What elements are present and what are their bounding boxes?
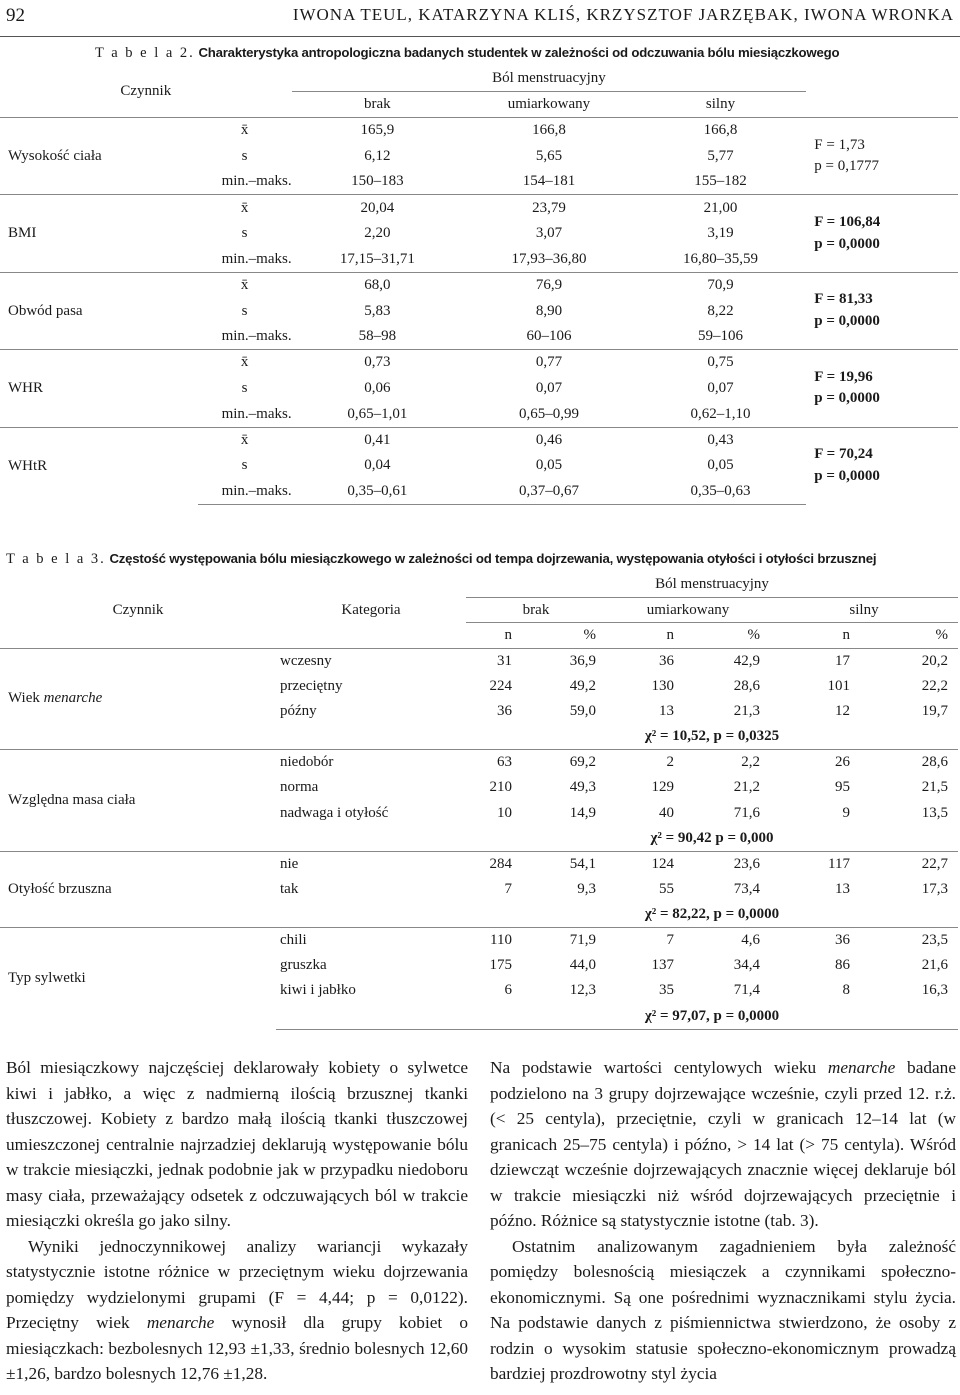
- table-row: [0, 427, 958, 453]
- value-cell: 7: [504, 880, 512, 897]
- text-span: Na podstawie wartości centylowych wieku: [490, 1058, 828, 1077]
- text-column-right: [490, 1055, 956, 1387]
- value-cell: 21,2: [733, 779, 760, 796]
- value-cell: 9: [842, 804, 850, 821]
- paragraph: Ostatnim analizowanym zagadnieniem była zależność pomiędzy bolesnością miesiączek a czynnikami społeczno-ekonomicznymi. Są one pośrednimi wyznacznikami stylu życia. Na podstawie danych z piśmiennictwa stwierdzono, że osoby z rodzin o wysokim statusie społeczno-ekonomicznym prowadzą bardziej prozdrowotny styl życia: [490, 1236, 956, 1383]
- empty-cell: [276, 623, 466, 648]
- row-group-label: Wysokość ciała: [0, 118, 198, 195]
- group-name-italic: menarche: [43, 690, 103, 707]
- value-cell: 0,06: [364, 379, 391, 396]
- table-header-row: [0, 66, 958, 92]
- table3-title: Częstość występowania bólu miesiączkowego w zależności od tempa dojrzewania, występowania otyłości i otyłości brzusznej: [109, 551, 877, 566]
- row-group-label: [0, 750, 276, 852]
- category-cell: kiwi i jabłko: [280, 982, 356, 999]
- value-cell: 40: [659, 804, 674, 821]
- category-cell: chili: [276, 927, 466, 952]
- f-statistic: F = 106,84: [814, 213, 881, 230]
- pain-header: Ból menstruacyjny: [466, 572, 958, 597]
- f-statistic: F = 19,96: [814, 368, 873, 385]
- value-cell: 19,7: [921, 703, 948, 720]
- value-cell: 20,2: [921, 652, 948, 669]
- row-group-label: [0, 851, 276, 927]
- table-row: [0, 851, 958, 876]
- value-cell: 36: [659, 652, 674, 669]
- row-group-label: Obwód pasa: [0, 272, 198, 349]
- table-row: [0, 750, 958, 775]
- subheader-cell: n: [770, 623, 854, 648]
- value-cell: 6,12: [364, 147, 391, 164]
- table-row: [0, 350, 958, 376]
- value-cell: 21,00: [635, 195, 807, 221]
- value-cell: 21,3: [733, 703, 760, 720]
- value-cell: 73,4: [733, 880, 760, 897]
- paragraph: [490, 1055, 956, 1234]
- table-row: [0, 272, 958, 298]
- value-cell: 55: [659, 880, 674, 897]
- empty-cell: [276, 572, 466, 597]
- value-cell: 5,77: [707, 147, 734, 164]
- value-cell: 166,8: [635, 118, 807, 144]
- value-cell: 23,6: [678, 851, 770, 876]
- subheader-cell: n: [606, 623, 678, 648]
- value-cell: 28,6: [854, 750, 958, 775]
- category-cell: tak: [280, 880, 299, 897]
- stat-label: s: [241, 457, 248, 474]
- subheader-cell: %: [516, 623, 606, 648]
- empty-cell: [276, 1004, 466, 1029]
- f-test-cell: [806, 350, 958, 427]
- table3-label: T a b e l a 3.: [6, 551, 106, 567]
- stat-label: x̄: [198, 350, 292, 376]
- value-cell: 0,05: [535, 457, 563, 474]
- empty-cell: [0, 623, 276, 648]
- value-cell: 36: [770, 927, 854, 952]
- stat-label: s: [241, 302, 248, 319]
- value-cell: 44,0: [569, 957, 596, 974]
- value-cell: 49,3: [569, 779, 596, 796]
- stat-label: s: [241, 225, 248, 242]
- value-cell: 13: [835, 880, 850, 897]
- value-cell: 95: [835, 779, 850, 796]
- value-cell: 0,35–0,61: [292, 479, 464, 505]
- table-header-row: [0, 572, 958, 597]
- column-header: brak: [466, 597, 606, 622]
- value-cell: 13: [659, 703, 674, 720]
- value-cell: 0,75: [635, 350, 807, 376]
- value-cell: 8: [842, 982, 850, 999]
- value-cell: 0,77: [463, 350, 635, 376]
- value-cell: 284: [466, 851, 516, 876]
- subheader-cell: n: [466, 623, 516, 648]
- value-cell: 166,8: [463, 118, 635, 144]
- value-cell: 150–183: [351, 173, 404, 190]
- value-cell: 28,6: [733, 677, 760, 694]
- value-cell: 17,15–31,71: [339, 250, 415, 267]
- value-cell: 86: [835, 957, 850, 974]
- value-cell: 3,19: [707, 225, 734, 242]
- value-cell: 59–106: [698, 328, 744, 345]
- value-cell: 155–182: [694, 173, 747, 190]
- value-cell: 71,9: [516, 927, 606, 952]
- column-header: umiarkowany: [463, 92, 635, 118]
- value-cell: 17: [835, 652, 850, 669]
- chi-square-result: χ² = 97,07, p = 0,0000: [466, 1004, 958, 1029]
- value-cell: 71,6: [733, 804, 760, 821]
- value-cell: 21,5: [921, 779, 948, 796]
- empty-cell: [806, 92, 958, 118]
- value-cell: 23,5: [854, 927, 958, 952]
- factor-header: Czynnik: [120, 83, 172, 100]
- category-cell: wczesny: [280, 652, 332, 669]
- p-value: p = 0,0000: [814, 313, 880, 330]
- group-name: Typ sylwetki: [8, 970, 86, 986]
- value-cell: 2,2: [678, 750, 770, 775]
- f-statistic: F = 1,73: [814, 136, 865, 153]
- text-span: menarche: [146, 1313, 215, 1332]
- category-cell: norma: [280, 779, 319, 796]
- value-cell: 130: [651, 677, 674, 694]
- value-cell: 76,9: [463, 272, 635, 298]
- value-cell: 4,6: [678, 927, 770, 952]
- text-span: badane podzielono na 3 grupy dojrzewające wcześnie, czyli przed 12. r.ż. (< 25 centyla), przeciętnie, czyli w granicach 12–14 lat (w granicach 25–75 centyla) i późno, > 14 lat (> 75 centyla). Wśród dziewcząt wcześnie dojrzewających znacznie więcej deklaruje ból w trakcie miesiączki niż wśród dojrzewających przeciętnie i późno. Różnice są statystycznie istotne (tab. 3).: [490, 1058, 956, 1230]
- empty-cell: [276, 826, 466, 851]
- group-name: Względna masa ciała: [8, 792, 136, 809]
- value-cell: 17,93–36,80: [511, 250, 587, 267]
- value-cell: 68,0: [292, 272, 464, 298]
- value-cell: 26: [770, 750, 854, 775]
- chi-square-result: χ² = 10,52, p = 0,0325: [466, 724, 958, 749]
- author-header: IWONA TEUL, KATARZYNA KLIŚ, KRZYSZTOF JARZĘBAK, IWONA WRONKA: [292, 5, 954, 24]
- stat-label: x̄: [198, 427, 292, 453]
- value-cell: 70,9: [635, 272, 807, 298]
- value-cell: 0,65–1,01: [347, 405, 408, 422]
- text-span: wynosił dla grupy kobiet o miesiączkach: bezbolesnych 12,93 ±1,33, średnio bolesnych 12,60 ±1,26, bardzo bolesnych 12,76 ±1,28.: [6, 1313, 468, 1383]
- value-cell: 110: [466, 927, 516, 952]
- value-cell: 154–181: [522, 173, 576, 190]
- value-cell: 3,07: [535, 225, 563, 242]
- value-cell: 0,46: [463, 427, 635, 453]
- value-cell: 117: [770, 851, 854, 876]
- value-cell: 0,41: [292, 427, 464, 453]
- value-cell: 8,22: [707, 302, 734, 319]
- value-cell: 0,05: [707, 457, 734, 474]
- category-cell: późny: [280, 703, 317, 720]
- value-cell: 5,83: [364, 302, 391, 319]
- value-cell: 71,4: [733, 982, 760, 999]
- row-group-label: WHtR: [0, 427, 198, 504]
- row-group-label: BMI: [0, 195, 198, 272]
- category-cell: nadwaga i otyłość: [280, 804, 389, 821]
- value-cell: 69,2: [516, 750, 606, 775]
- value-cell: 49,2: [569, 677, 596, 694]
- table3: [0, 572, 958, 1030]
- category-cell: przeciętny: [280, 677, 343, 694]
- table-header-row: [0, 597, 958, 622]
- row-group-label: [0, 927, 276, 1029]
- value-cell: 34,4: [733, 957, 760, 974]
- chi-square-result: χ² = 90,42 p = 0,000: [466, 826, 958, 851]
- value-cell: 22,7: [854, 851, 958, 876]
- paragraph: Ból miesiączkowy najczęściej deklarowały kobiety o sylwetce kiwi i jabłko, a więc z nadmierną ilością brzusznej tkanki tłuszczowej. Kobiety z bardzo małą ilością tkanki tłuszczowej umieszczonej centralnie najrzadziej deklarują występowanie bólu w trakcie miesiączki, jednak podobnie jak w przypadku niedoboru masy ciała, przeważający odsetek z odczuwających ból w trakcie miesiączki określa go jako silny.: [6, 1058, 468, 1230]
- category-cell: gruszka: [280, 957, 327, 974]
- table-header-row: [0, 623, 958, 648]
- p-value: p = 0,0000: [814, 235, 880, 252]
- value-cell: 10: [497, 804, 512, 821]
- value-cell: 0,37–0,67: [463, 479, 635, 505]
- value-cell: 63: [466, 750, 516, 775]
- f-test-cell: [806, 427, 958, 504]
- value-cell: 9,3: [577, 880, 596, 897]
- empty-cell: [806, 66, 958, 92]
- value-cell: 129: [651, 779, 674, 796]
- column-header: brak: [292, 92, 464, 118]
- value-cell: 0,65–0,99: [518, 405, 579, 422]
- stat-label: min.–maks.: [221, 328, 292, 345]
- value-cell: 2,20: [364, 225, 391, 242]
- empty-cell: [276, 902, 466, 927]
- running-header: [0, 0, 960, 37]
- stat-label: x̄: [198, 118, 292, 144]
- category-cell: niedobór: [276, 750, 466, 775]
- value-cell: 22,2: [921, 677, 948, 694]
- row-group-label: WHR: [0, 350, 198, 427]
- f-statistic: F = 81,33: [814, 291, 873, 308]
- value-cell: 8,90: [535, 302, 563, 319]
- value-cell: 35: [659, 982, 674, 999]
- subheader-cell: %: [678, 623, 770, 648]
- value-cell: 0,43: [635, 427, 807, 453]
- value-cell: 12,3: [569, 982, 596, 999]
- value-cell: 0,07: [535, 379, 563, 396]
- value-cell: 16,80–35,59: [683, 250, 759, 267]
- value-cell: 16,3: [921, 982, 948, 999]
- subheader-cell: %: [854, 623, 958, 648]
- page-number: 92: [6, 5, 25, 26]
- f-statistic: F = 70,24: [814, 446, 873, 463]
- empty-cell: [276, 724, 466, 749]
- value-cell: 7: [606, 927, 678, 952]
- stat-label: min.–maks.: [221, 405, 292, 422]
- value-cell: 14,9: [569, 804, 596, 821]
- value-cell: 31: [497, 652, 512, 669]
- p-value: p = 0,0000: [814, 468, 880, 485]
- value-cell: 5,65: [535, 147, 563, 164]
- column-header: silny: [635, 92, 807, 118]
- value-cell: 224: [489, 677, 512, 694]
- chi-square-result: χ² = 82,22, p = 0,0000: [466, 902, 958, 927]
- table-row: [0, 118, 958, 144]
- p-value: p = 0,1777: [814, 158, 880, 175]
- p-value: p = 0,0000: [814, 390, 880, 407]
- stat-label: x̄: [198, 272, 292, 298]
- value-cell: 42,9: [733, 652, 760, 669]
- value-cell: 165,9: [292, 118, 464, 144]
- paragraph: [6, 1234, 468, 1387]
- value-cell: 13,5: [921, 804, 948, 821]
- text-span: Wyniki jednoczynnikowej analizy wariancji wykazały statystycznie istotne różnice w przeciętnym wieku dojrzewania pomiędzy wydzielonymi grupami (F = 4,44; p = 0,0122). Przeciętny wiek: [6, 1236, 468, 1332]
- value-cell: 59,0: [569, 703, 596, 720]
- value-cell: 36: [497, 703, 512, 720]
- value-cell: 21,6: [921, 957, 948, 974]
- value-cell: 0,35–0,63: [635, 479, 807, 505]
- value-cell: 175: [489, 957, 512, 974]
- value-cell: 0,04: [364, 457, 391, 474]
- stat-label: s: [241, 379, 248, 396]
- table2: [0, 66, 958, 505]
- category-cell: nie: [276, 851, 466, 876]
- value-cell: 36,9: [569, 652, 596, 669]
- value-cell: 0,07: [707, 379, 734, 396]
- row-group-label: [0, 648, 276, 750]
- value-cell: 2: [606, 750, 678, 775]
- text-span: menarche: [827, 1058, 896, 1077]
- table2-title: Charakterystyka antropologiczna badanych studentek w zależności od odczuwania bólu miesiączkowego: [198, 45, 840, 60]
- table-row: [0, 195, 958, 221]
- value-cell: 137: [651, 957, 674, 974]
- value-cell: 58–98: [358, 328, 397, 345]
- factor-header: Czynnik: [112, 601, 164, 618]
- empty-cell: [0, 572, 276, 597]
- value-cell: 60–106: [526, 328, 572, 345]
- value-cell: 54,1: [516, 851, 606, 876]
- value-cell: 101: [827, 677, 850, 694]
- value-cell: 12: [835, 703, 850, 720]
- value-cell: 124: [606, 851, 678, 876]
- column-header: silny: [770, 597, 958, 622]
- table2-caption: [95, 45, 839, 62]
- pain-header: Ból menstruacyjny: [292, 66, 807, 92]
- table3-caption: [6, 551, 876, 568]
- stat-label: min.–maks.: [198, 479, 292, 505]
- table-row: [0, 927, 958, 952]
- group-name: Otyłość brzuszna: [8, 880, 112, 897]
- group-name: Wiek: [8, 690, 44, 707]
- value-cell: 20,04: [292, 195, 464, 221]
- value-cell: 0,62–1,10: [690, 405, 751, 422]
- stat-label: min.–maks.: [221, 250, 292, 267]
- category-header: Kategoria: [341, 601, 401, 618]
- f-test-cell: [806, 195, 958, 272]
- stat-label: s: [241, 147, 248, 164]
- value-cell: 6: [504, 982, 512, 999]
- value-cell: 23,79: [463, 195, 635, 221]
- table2-label: T a b e l a 2.: [95, 45, 195, 61]
- column-header: umiarkowany: [606, 597, 770, 622]
- value-cell: 210: [489, 779, 512, 796]
- table-row: [0, 648, 958, 673]
- text-column-left: [6, 1055, 468, 1387]
- stat-label: min.–maks.: [221, 173, 292, 190]
- stat-label: x̄: [198, 195, 292, 221]
- value-cell: 17,3: [921, 880, 948, 897]
- value-cell: 0,73: [292, 350, 464, 376]
- f-test-cell: [806, 272, 958, 349]
- f-test-cell: [806, 118, 958, 195]
